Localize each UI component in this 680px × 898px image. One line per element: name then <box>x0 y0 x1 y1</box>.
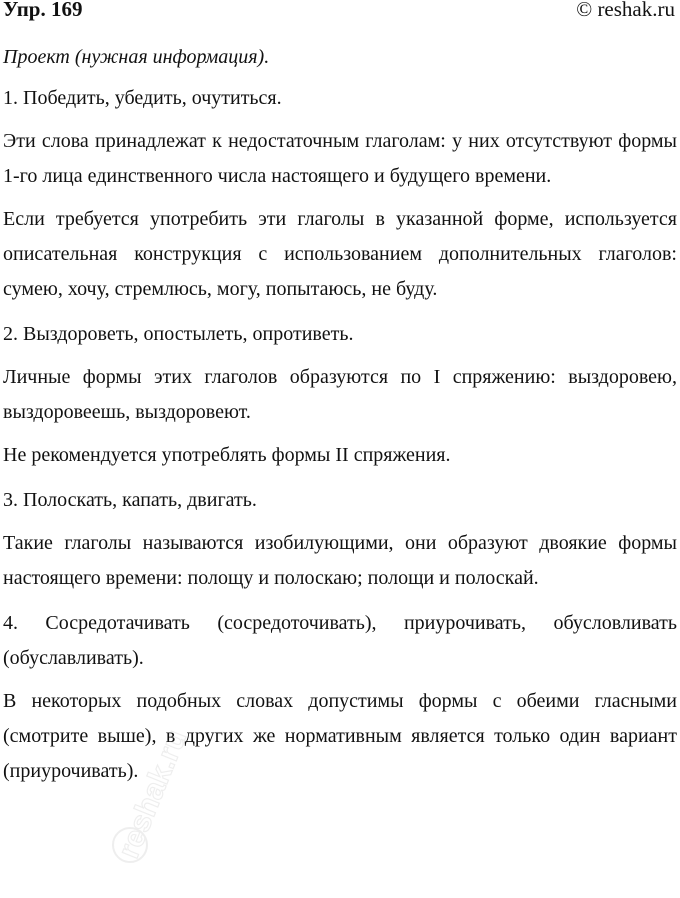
header <box>3 0 677 30</box>
section-2-paragraph-2: Не рекомендуется употреблять формы II спряжения. <box>3 444 451 466</box>
section-2-heading: 2. Выздороветь, опостылеть, опротиветь. <box>3 323 354 345</box>
project-label: Проект (нужная информация). <box>3 46 270 68</box>
section-1-paragraph-2: Если требуется употребить эти глаголы в указанной форме, используется описательная конструкция с использованием дополнительных глаголов: сумею, хочу, стремлюсь, могу, попытаюсь, не буду. <box>3 208 677 300</box>
section-1-paragraph-1: Эти слова принадлежат к недостаточным глаголам: у них отсутствуют формы 1-го лица единственного числа настоящего и будущего времени. <box>3 130 677 187</box>
section-1-heading: 1. Победить, убедить, очутиться. <box>3 87 282 109</box>
source-label: © reshak.ru <box>576 0 675 21</box>
watermark-copyright-icon <box>113 828 147 862</box>
section-3-heading: 3. Полоскать, капать, двигать. <box>3 489 257 511</box>
section-2-paragraph-1: Личные формы этих глаголов образуются по I спряжению: выздоровею, выздоровеешь, выздоровеют. <box>3 366 677 423</box>
watermark-text: reshak.ru <box>112 725 194 863</box>
section-4-heading: 4. Сосредотачивать (сосредоточивать), приурочивать, обусловливать (обуславливать). <box>3 612 677 669</box>
section-3-paragraph-1: Такие глаголы называются изобилующими, они образуют двоякие формы настоящего времени: полощу и полоскаю; полощи и полоскай. <box>3 532 677 589</box>
section-4-paragraph-1: В некоторых подобных словах допустимы формы с обеими гласными (смотрите выше), в других же нормативным является только один вариант (приурочивать). <box>3 690 677 782</box>
exercise-title: Упр. 169 <box>3 0 83 21</box>
